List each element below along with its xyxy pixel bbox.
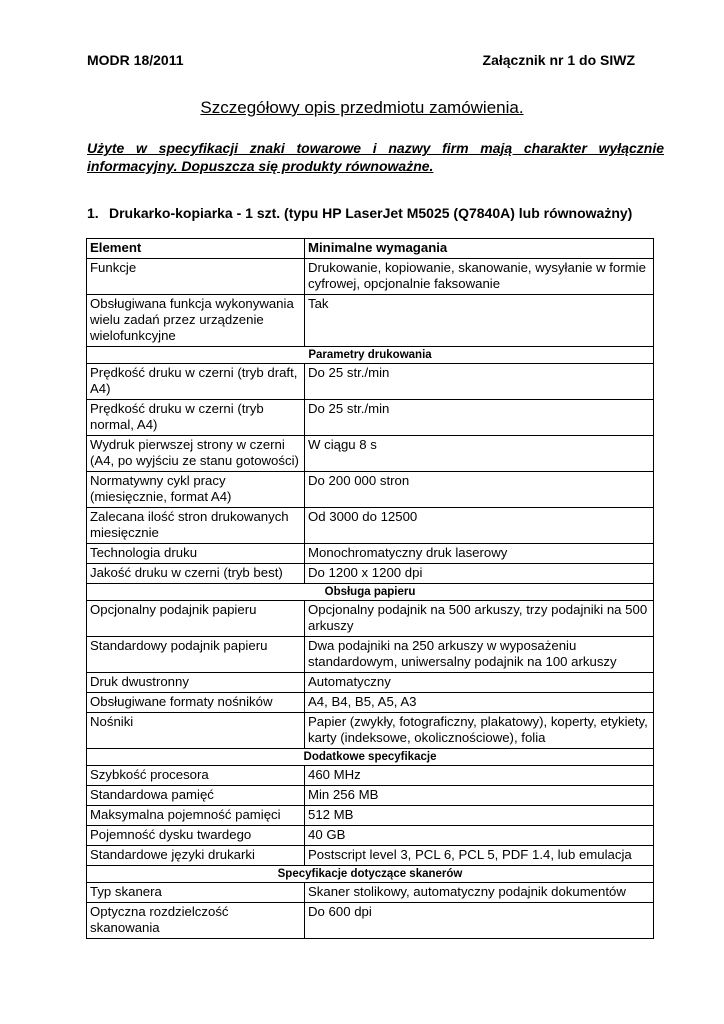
table-row — [87, 673, 654, 693]
table-row — [87, 508, 654, 544]
row-element: Normatywny cykl pracy (miesięcznie, format A4) — [87, 472, 305, 508]
row-requirement: 40 GB — [305, 826, 654, 846]
row-element: Nośniki — [87, 713, 305, 749]
table-row — [87, 806, 654, 826]
table-row — [87, 259, 654, 295]
table-row — [87, 436, 654, 472]
group-header-paper — [87, 584, 654, 601]
row-element: Optyczna rozdzielczość skanowania — [87, 903, 305, 939]
group-title: Specyfikacje dotyczące skanerów — [87, 866, 654, 883]
row-requirement: Do 600 dpi — [305, 903, 654, 939]
section-number: 1. — [87, 205, 99, 221]
row-element: Prędkość druku w czerni (tryb draft, A4) — [87, 364, 305, 400]
table-row — [87, 786, 654, 806]
section-heading — [87, 205, 664, 221]
table-row — [87, 364, 654, 400]
table-row — [87, 295, 654, 347]
group-title: Dodatkowe specyfikacje — [87, 749, 654, 766]
row-requirement: W ciągu 8 s — [305, 436, 654, 472]
row-element: Obsługiwana funkcja wykonywania wielu zadań przez urządzenie wielofunkcyjne — [87, 295, 305, 347]
row-requirement: Do 200 000 stron — [305, 472, 654, 508]
row-requirement: Drukowanie, kopiowanie, skanowanie, wysyłanie w formie cyfrowej, opcjonalnie faksowanie — [305, 259, 654, 295]
row-element: Standardowa pamięć — [87, 786, 305, 806]
row-element: Technologia druku — [87, 544, 305, 564]
row-requirement: Do 1200 x 1200 dpi — [305, 564, 654, 584]
row-requirement: Papier (zwykły, fotograficzny, plakatowy), koperty, etykiety, karty (indeksowe, okolicznościowe), folia — [305, 713, 654, 749]
row-requirement: Skaner stolikowy, automatyczny podajnik dokumentów — [305, 883, 654, 903]
page-header — [87, 52, 635, 70]
table-row — [87, 693, 654, 713]
table-row — [87, 883, 654, 903]
row-requirement: Tak — [305, 295, 654, 347]
row-requirement: Postscript level 3, PCL 6, PCL 5, PDF 1.4, lub emulacja — [305, 846, 654, 866]
section-title: Drukarko-kopiarka - 1 szt. (typu HP LaserJet M5025 (Q7840A) lub równoważny) — [109, 205, 633, 221]
row-element: Maksymalna pojemność pamięci — [87, 806, 305, 826]
row-element: Pojemność dysku twardego — [87, 826, 305, 846]
row-requirement: Do 25 str./min — [305, 364, 654, 400]
row-requirement: Dwa podajniki na 250 arkuszy w wyposażeniu standardowym, uniwersalny podajnik na 100 arkuszy — [305, 637, 654, 673]
row-requirement: Min 256 MB — [305, 786, 654, 806]
table-row — [87, 564, 654, 584]
row-requirement: Monochromatyczny druk laserowy — [305, 544, 654, 564]
table-row — [87, 637, 654, 673]
table-row — [87, 400, 654, 436]
group-header-scanner — [87, 866, 654, 883]
row-element: Obsługiwane formaty nośników — [87, 693, 305, 713]
group-header-print — [87, 347, 654, 364]
table-row — [87, 766, 654, 786]
group-header-extra — [87, 749, 654, 766]
row-element: Standardowy podajnik papieru — [87, 637, 305, 673]
row-requirement: 460 MHz — [305, 766, 654, 786]
row-element: Funkcje — [87, 259, 305, 295]
row-element: Wydruk pierwszej strony w czerni (A4, po wyjściu ze stanu gotowości) — [87, 436, 305, 472]
document-reference: MODR 18/2011 — [87, 52, 184, 68]
column-header-requirements: Minimalne wymagania — [305, 239, 654, 259]
attachment-label: Załącznik nr 1 do SIWZ — [482, 52, 635, 68]
row-element: Jakość druku w czerni (tryb best) — [87, 564, 305, 584]
row-element: Opcjonalny podajnik papieru — [87, 601, 305, 637]
table-row — [87, 601, 654, 637]
table-header-row — [87, 239, 654, 259]
group-title: Parametry drukowania — [87, 347, 654, 364]
row-element: Szybkość procesora — [87, 766, 305, 786]
specification-table — [86, 238, 654, 939]
row-element: Standardowe języki drukarki — [87, 846, 305, 866]
row-element: Typ skanera — [87, 883, 305, 903]
row-requirement: 512 MB — [305, 806, 654, 826]
table-row — [87, 544, 654, 564]
group-title: Obsługa papieru — [87, 584, 654, 601]
table-row — [87, 713, 654, 749]
table-row — [87, 846, 654, 866]
row-element: Druk dwustronny — [87, 673, 305, 693]
trademark-note: Użyte w specyfikacji znaki towarowe i nazwy firm mają charakter wyłącznie informacyjny. Dopuszcza się produkty równoważne. — [87, 140, 664, 174]
row-element: Zalecana ilość stron drukowanych miesięcznie — [87, 508, 305, 544]
row-element: Prędkość druku w czerni (tryb normal, A4) — [87, 400, 305, 436]
column-header-element: Element — [87, 239, 305, 259]
row-requirement: A4, B4, B5, A5, A3 — [305, 693, 654, 713]
row-requirement: Opcjonalny podajnik na 500 arkuszy, trzy podajniki na 500 arkuszy — [305, 601, 654, 637]
page-title: Szczegółowy opis przedmiotu zamówienia. — [200, 98, 524, 117]
table-row — [87, 826, 654, 846]
row-requirement: Od 3000 do 12500 — [305, 508, 654, 544]
table-row — [87, 472, 654, 508]
table-row — [87, 903, 654, 939]
row-requirement: Automatyczny — [305, 673, 654, 693]
row-requirement: Do 25 str./min — [305, 400, 654, 436]
